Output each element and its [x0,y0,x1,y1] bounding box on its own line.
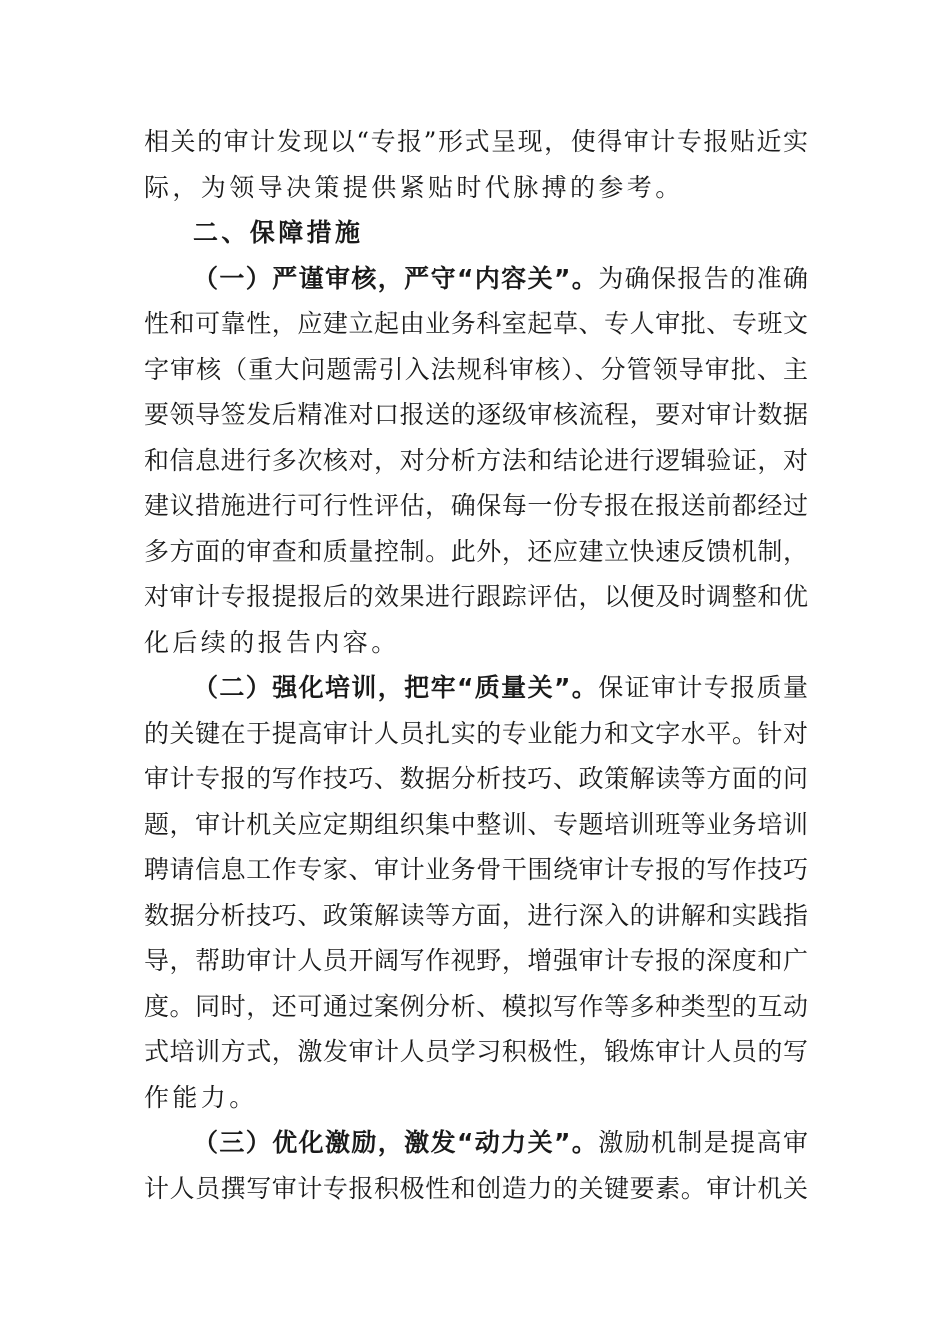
text-line: 建议措施进行可行性评估，确保每一份专报在报送前都经过 [144,491,808,520]
text-line: 导，帮助审计人员开阔写作视野，增强审计专报的深度和广 [144,946,808,975]
text-line: 多方面的审查和质量控制。此外，还应建立快速反馈机制， [144,536,808,566]
text-line: 要领导签发后精准对口报送的逐级审核流程，要对审计数据 [144,400,808,429]
text-line: 计人员撰写审计专报积极性和创造力的关键要素。审计机关 [144,1173,808,1203]
text-line: 题，审计机关应定期组织集中整训、专题培训班等业务培训 [144,809,808,839]
text-line: 相关的审计发现以“专报”形式呈现，使得审计专报贴近实 [144,127,808,156]
paragraph-start-line [144,1120,808,1166]
text-line: 数据分析技巧、政策解读等方面，进行深入的讲解和实践指 [144,900,808,930]
subsection-heading: （三）优化激励，激发“动力关”。 [193,1128,599,1157]
document-body [144,119,808,1211]
text-span: 保证审计专报质量 [598,673,808,702]
text-line: 和信息进行多次核对，对分析方法和结论进行逻辑验证，对 [144,445,808,475]
subsection-heading: （二）强化培训，把牢“质量关”。 [193,673,599,702]
text-line: 对审计专报提报后的效果进行跟踪评估，以便及时调整和优 [144,582,808,611]
text-line: 作能力。 [144,1082,258,1112]
text-line: 式培训方式，激发审计人员学习积极性，锻炼审计人员的写 [144,1037,808,1066]
text-line: 聘请信息工作专家、审计业务骨干围绕审计专报的写作技巧 [144,855,808,884]
section-heading: 二、保障措施 [193,218,364,247]
text-span: 激励机制是提高审 [598,1128,808,1157]
text-line: 度。同时，还可通过案例分析、模拟写作等多种类型的互动 [144,991,808,1021]
text-line: 际，为领导决策提供紧贴时代脉搏的参考。 [144,172,684,202]
subsection-heading: （一）严谨审核，严守“内容关”。 [193,263,599,293]
text-line: 的关键在于提高审计人员扎实的专业能力和文字水平。针对 [144,718,808,748]
text-span: 为确保报告的准确 [598,263,808,293]
paragraph-start-line [144,256,808,302]
paragraph-start-line [144,665,808,711]
text-line: 审计专报的写作技巧、数据分析技巧、政策解读等方面的问 [144,764,808,793]
text-line: 性和可靠性，应建立起由业务科室起草、专人审批、专班文 [144,309,808,338]
text-line: 字审核（重大问题需引入法规科审核）、分管领导审批、主 [144,354,808,384]
text-line: 化后续的报告内容。 [144,627,400,657]
